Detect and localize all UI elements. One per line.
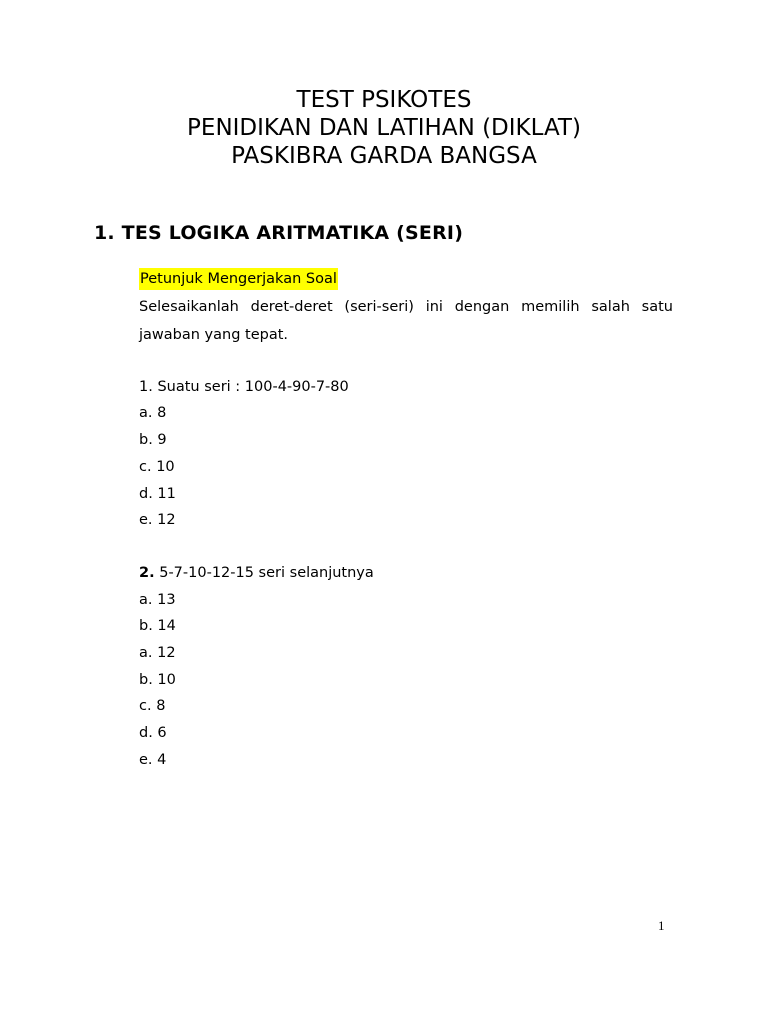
question-1-option: d. 11 [139,485,176,502]
question-1-option: b. 9 [139,432,167,449]
section-heading: 1. TES LOGIKA ARITMATIKA (SERI) [94,222,464,244]
spacer [139,349,673,374]
question-1-option: a. 8 [139,405,167,422]
instructions-text: Selesaikanlah deret-deret (seri-seri) ini dengan memilih salah satu jawaban yang tepat. [139,298,673,343]
document-title [0,86,768,170]
question-1-text: Suatu seri : 100-4-90-7-80 [157,378,349,395]
question-2-option: a. 12 [139,645,176,662]
question-1-number: 1. [139,378,153,395]
question-2-text: 5-7-10-12-15 seri selanjutnya [159,564,374,581]
question-1 [139,374,673,401]
question-2-option: a. 13 [139,591,176,608]
instructions-heading: Petunjuk Mengerjakan Soal [139,268,338,290]
question-2-number: 2. [139,564,155,581]
question-2-option: b. 10 [139,671,176,688]
page-number: 1 [658,918,665,933]
question-1-option: e. 12 [139,512,176,529]
question-1-option: c. 10 [139,458,175,475]
question-2-option: e. 4 [139,751,167,768]
question-2-option: b. 14 [139,618,176,635]
section-content [139,266,673,774]
title-line-2: PENIDIKAN DAN LATIHAN (DIKLAT) [187,115,581,141]
question-2-option: c. 8 [139,698,166,715]
question-2-option: d. 6 [139,725,167,742]
question-2 [139,560,673,587]
title-line-1: TEST PSIKOTES [296,87,472,113]
title-line-3: PASKIBRA GARDA BANGSA [231,143,537,169]
spacer [139,534,673,560]
